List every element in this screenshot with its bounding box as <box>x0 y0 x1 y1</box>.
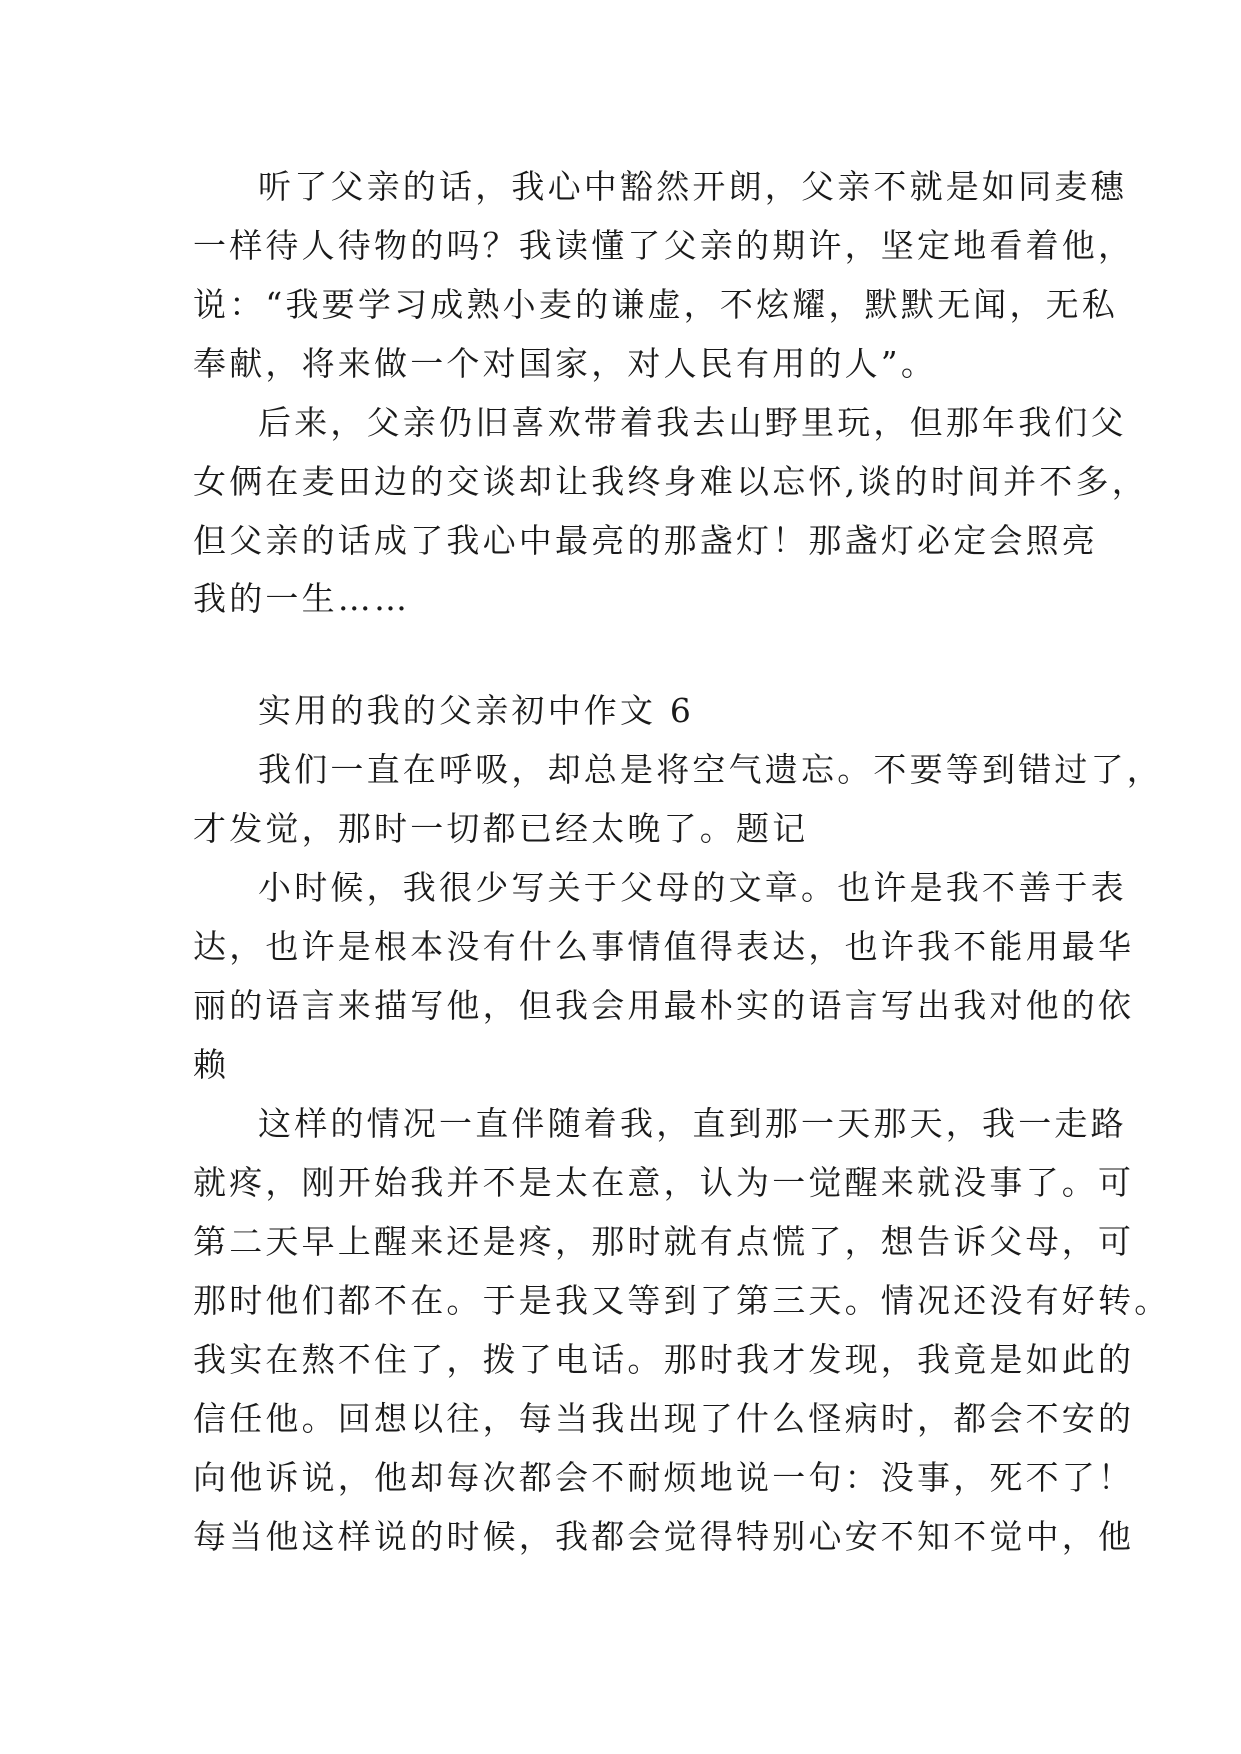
text-line: 女俩在麦田边的交谈却让我终身难以忘怀,谈的时间并不多， <box>193 462 1148 501</box>
text-line: 听了父亲的话，我心中豁然开朗，父亲不就是如同麦穗 <box>258 167 1127 206</box>
text-line: 说：“我要学习成熟小麦的谦虚，不炫耀，默默无闻，无私 <box>193 285 1119 324</box>
text-line: 赖 <box>193 1045 230 1084</box>
text-line: 奉献，将来做一个对国家，对人民有用的人”。 <box>193 344 938 383</box>
section-heading: 实用的我的父亲初中作文 6 <box>258 691 695 730</box>
text-line: 这样的情况一直伴随着我，直到那一天那天，我一走路 <box>258 1104 1127 1143</box>
text-line: 后来，父亲仍旧喜欢带着我去山野里玩，但那年我们父 <box>258 403 1127 442</box>
text-line: 达，也许是根本没有什么事情值得表达，也许我不能用最华 <box>193 927 1135 966</box>
text-line: 信任他。回想以往，每当我出现了什么怪病时，都会不安的 <box>193 1399 1135 1438</box>
text-line: 我们一直在呼吸，却总是将空气遗忘。不要等到错过了， <box>258 750 1163 789</box>
text-line: 向他诉说，他却每次都会不耐烦地说一句：没事，死不了！ <box>193 1458 1135 1497</box>
text-line: 一样待人待物的吗？我读懂了父亲的期许，坚定地看着他， <box>193 226 1135 265</box>
text-line: 才发觉，那时一切都已经太晚了。题记 <box>193 809 809 848</box>
text-line: 那时他们都不在。于是我又等到了第三天。情况还没有好转。 <box>193 1281 1171 1320</box>
text-line: 第二天早上醒来还是疼，那时就有点慌了，想告诉父母，可 <box>193 1222 1135 1261</box>
text-line: 但父亲的话成了我心中最亮的那盏灯！那盏灯必定会照亮 <box>193 521 1098 560</box>
text-line: 就疼，刚开始我并不是太在意，认为一觉醒来就没事了。可 <box>193 1163 1135 1202</box>
text-line: 我实在熬不住了，拨了电话。那时我才发现，我竟是如此的 <box>193 1340 1135 1379</box>
text-line: 我的一生…… <box>193 579 411 618</box>
text-line: 每当他这样说的时候，我都会觉得特别心安不知不觉中，他 <box>193 1517 1135 1556</box>
text-line: 丽的语言来描写他，但我会用最朴实的语言写出我对他的依 <box>193 986 1135 1025</box>
text-line: 小时候，我很少写关于父母的文章。也许是我不善于表 <box>258 868 1127 907</box>
